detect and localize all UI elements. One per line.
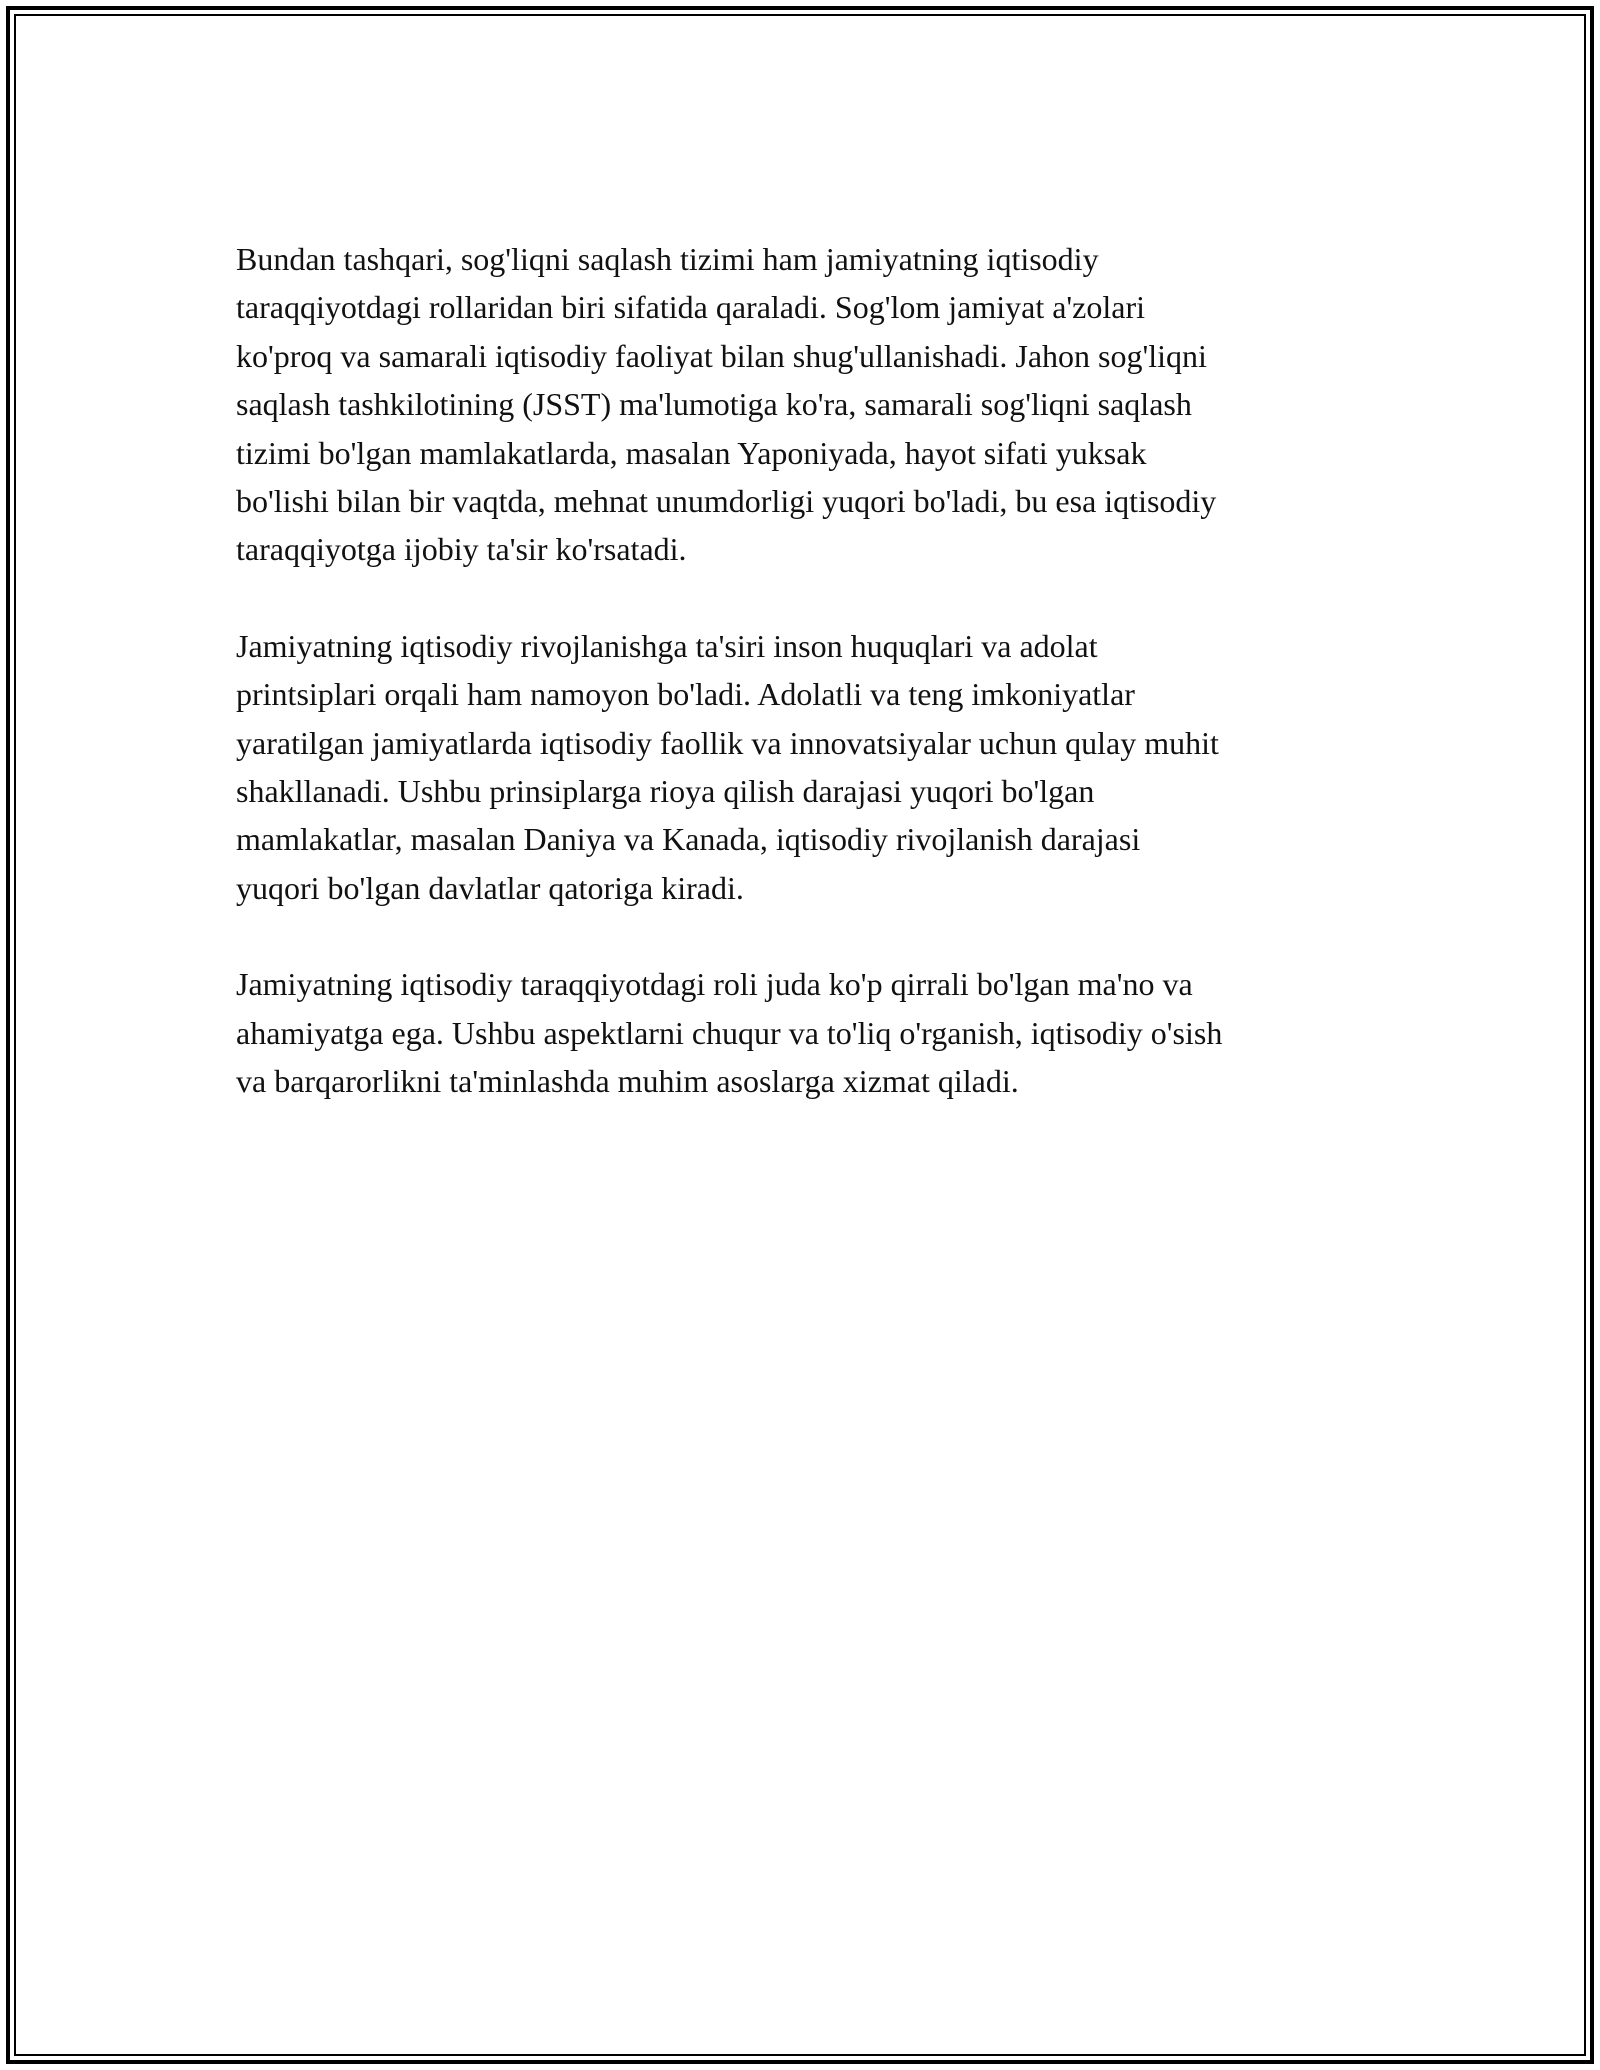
text-line: va barqarorlikni ta'minlashda muhim asoslarga xizmat qiladi. <box>236 1063 1019 1100</box>
text-line: taraqqiyotdagi rollaridan biri sifatida qaraladi. Sog'lom jamiyat a'zolari <box>236 289 1146 326</box>
text-line: ko'proq va samarali iqtisodiy faoliyat bilan shug'ullanishadi. Jahon sog'liqni <box>236 337 1207 374</box>
text-line: Jamiyatning iqtisodiy rivojlanishga ta'siri inson huquqlari va adolat <box>236 627 1098 664</box>
text-line: bo'lishi bilan bir vaqtda, mehnat unumdorligi yuqori bo'ladi, bu esa iqtisodiy <box>236 483 1217 520</box>
text-line: printsiplari orqali ham namoyon bo'ladi. Adolatli va teng imkoniyatlar <box>236 676 1135 713</box>
text-line: taraqqiyotga ijobiy ta'sir ko'rsatadi. <box>236 531 687 568</box>
text-line: Jamiyatning iqtisodiy taraqqiyotdagi roli juda ko'p qirrali bo'lgan ma'no va <box>236 966 1193 1003</box>
text-line: yuqori bo'lgan davlatlar qatoriga kiradi. <box>236 869 744 906</box>
text-line: ahamiyatga ega. Ushbu aspektlarni chuqur va to'liq o'rganish, iqtisodiy o'sish <box>236 1014 1223 1051</box>
paragraph-healthcare <box>236 235 1396 574</box>
text-line: tizimi bo'lgan mamlakatlarda, masalan Yaponiyada, hayot sifati yuksak <box>236 434 1147 471</box>
paragraph-human-rights <box>236 622 1396 912</box>
text-line: Bundan tashqari, sog'liqni saqlash tizimi ham jamiyatning iqtisodiy <box>236 241 1099 277</box>
text-line: yaratilgan jamiyatlarda iqtisodiy faollik va innovatsiyalar uchun qulay muhit <box>236 724 1219 761</box>
document-body <box>236 235 1396 1154</box>
text-line: mamlakatlar, masalan Daniya va Kanada, iqtisodiy rivojlanish darajasi <box>236 821 1141 858</box>
text-line: shakllanadi. Ushbu prinsiplarga rioya qilish darajasi yuqori bo'lgan <box>236 773 1095 810</box>
text-line: saqlash tashkilotining (JSST) ma'lumotiga ko'ra, samarali sog'liqni saqlash <box>236 386 1192 423</box>
paragraph-conclusion <box>236 960 1396 1105</box>
